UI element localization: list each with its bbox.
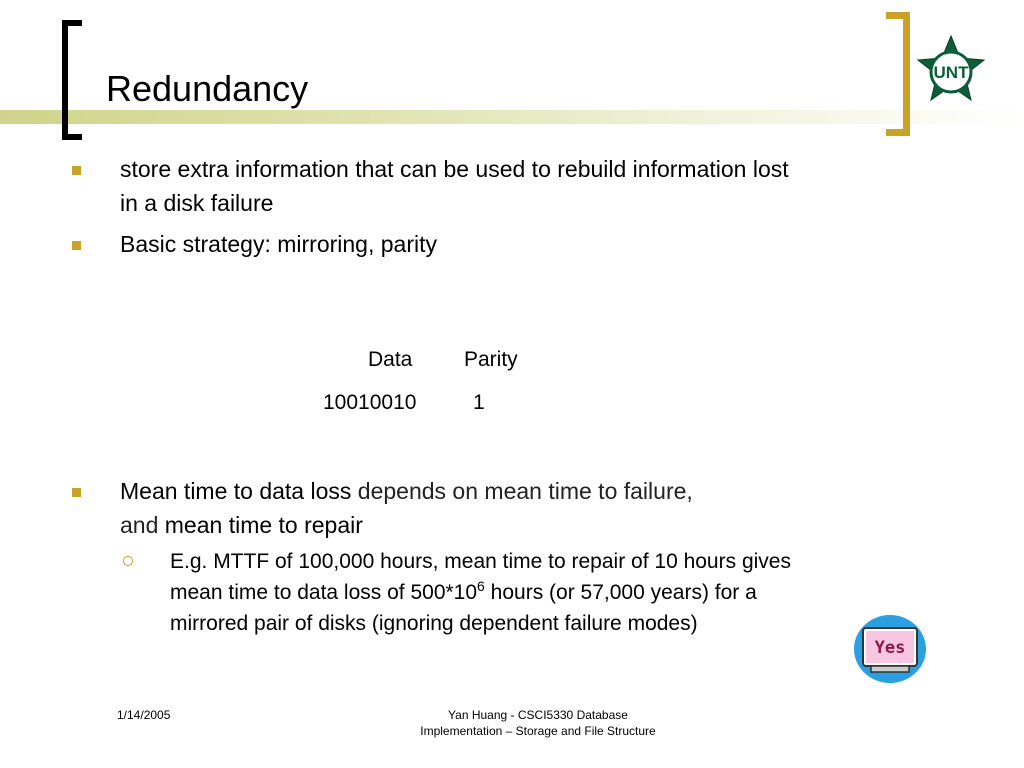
sub-bullet-line-2-a: mean time to data loss of 500*10: [170, 581, 478, 604]
table-header-data: Data: [368, 348, 413, 371]
yes-icon: [853, 614, 927, 684]
bullet-2-text: Basic strategy: mirroring, parity: [120, 231, 437, 257]
yes-icon-text: Yes: [874, 638, 906, 658]
mean-time-to-repair-term: mean time to repair: [164, 512, 363, 538]
bullet-marker: [72, 166, 81, 175]
sub-bullet-line-3: mirrored pair of disks (ignoring dependent failure modes): [170, 612, 698, 635]
table-value-data: 10010010: [323, 391, 417, 414]
bullet-3-line-1: [120, 474, 693, 508]
sub-bullet-line-1: E.g. MTTF of 100,000 hours, mean time to repair of 10 hours gives: [170, 550, 791, 573]
sub-bullet-marker: [123, 556, 133, 566]
exponent: 6: [477, 578, 485, 594]
left-bracket: [62, 20, 82, 140]
bullet-marker: [72, 488, 81, 497]
bullet-1-line-1: store extra information that can be used to rebuild information lost: [120, 156, 789, 182]
footer-date: 1/14/2005: [117, 708, 171, 722]
sub-bullet-line-2-b: hours (or 57,000 years) for a: [484, 581, 757, 604]
mean-time-to-data-loss-term: Mean time to data loss: [120, 478, 352, 504]
bullet-3-and: and: [120, 512, 165, 538]
right-bracket: [886, 12, 910, 136]
footer-title-line-2: Implementation – Storage and File Structure: [420, 724, 656, 738]
title-band: [0, 110, 1024, 124]
footer-title-line-1: Yan Huang - CSCI5330 Database: [448, 708, 628, 722]
bullet-marker: [72, 241, 81, 250]
bullet-1-line-2: in a disk failure: [120, 190, 274, 216]
footer-title: [380, 707, 696, 739]
logo-text: UNT: [933, 63, 969, 82]
table-header-parity: Parity: [464, 348, 518, 371]
unt-logo: [912, 34, 990, 106]
slide-title: Redundancy: [106, 68, 309, 109]
table-value-parity: 1: [473, 391, 485, 414]
bullet-3-line-1-rest: depends on mean time to failure,: [351, 478, 693, 504]
bullet-3-line-2: [120, 508, 363, 542]
sub-bullet-line-2: [170, 577, 757, 608]
